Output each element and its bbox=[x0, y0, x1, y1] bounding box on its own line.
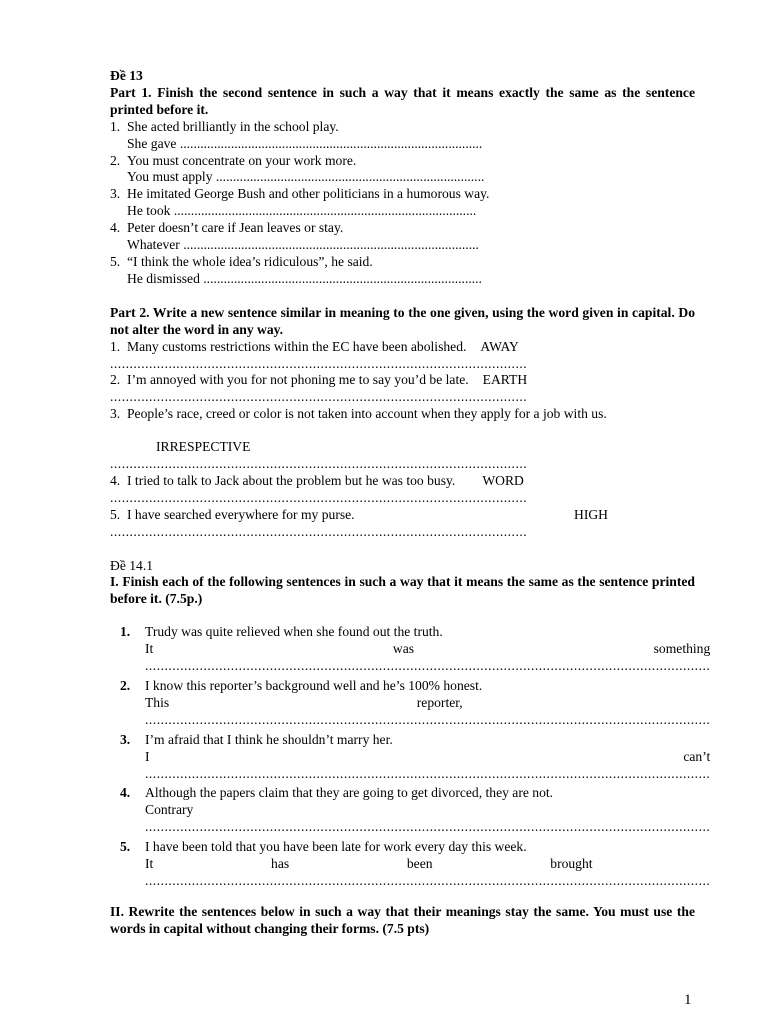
answer-line[interactable]: She gave ......................................................................................... bbox=[127, 135, 483, 151]
cue-line: It was something bbox=[145, 641, 711, 657]
answer-line[interactable]: ................................................................................................................................................. bbox=[145, 658, 711, 674]
item-sentence: People’s race, creed or color is not taken into account when they apply for a job with us. bbox=[127, 406, 607, 422]
list-item bbox=[110, 507, 695, 541]
key-word: HIGH bbox=[574, 506, 608, 522]
part2-heading: Part 2. Write a new sentence similar in meaning to the one given, using the word given in capital. Do not alter the word in any way. bbox=[110, 304, 695, 337]
item-sentence: You must concentrate on your work more. bbox=[127, 152, 357, 168]
section1-list bbox=[110, 624, 711, 890]
item-sentence: I’m annoyed with you for not phoning me to say you’d be late. bbox=[127, 372, 469, 388]
answer-line[interactable]: He dismissed .................................................................................. bbox=[127, 270, 482, 286]
exam-title-13: Đề 13 bbox=[110, 68, 143, 83]
item-sentence: I’m afraid that I think he shouldn’t marry her. bbox=[145, 731, 393, 747]
item-sentence: He imitated George Bush and other politicians in a humorous way. bbox=[127, 186, 490, 202]
cue-line: Contrary bbox=[145, 802, 194, 818]
item-sentence: Trudy was quite relieved when she found out the truth. bbox=[145, 624, 443, 640]
exam-title-14: Đề 14.1 bbox=[110, 557, 154, 573]
item-number: 1. bbox=[110, 338, 121, 354]
page-number: 1 bbox=[684, 992, 692, 1008]
answer-line[interactable]: He took ......................................................................................... bbox=[127, 203, 477, 219]
item-sentence: She acted brilliantly in the school play. bbox=[127, 118, 339, 134]
item-number: 1. bbox=[120, 624, 131, 640]
item-number: 4. bbox=[110, 472, 121, 488]
item-number: 1. bbox=[110, 118, 121, 134]
part1-heading: Part 1. Finish the second sentence in such a way that it means exactly the same as the sentence printed before it. bbox=[110, 84, 695, 117]
list-item bbox=[110, 254, 695, 288]
item-number: 5. bbox=[120, 839, 131, 855]
item-number: 2. bbox=[110, 152, 121, 168]
item-number: 2. bbox=[120, 678, 131, 693]
answer-line[interactable]: ................................................................................................................................................. bbox=[145, 711, 711, 727]
list-item bbox=[110, 406, 695, 473]
answer-line[interactable]: You must apply ............................................................................... bbox=[127, 169, 485, 185]
answer-line[interactable]: ........................................................................................................... bbox=[110, 489, 528, 505]
item-sentence: I have been told that you have been late for work every day this week. bbox=[145, 839, 527, 855]
list-item bbox=[110, 153, 695, 187]
list-item bbox=[110, 678, 711, 729]
item-number: 5. bbox=[110, 506, 121, 522]
key-word: AWAY bbox=[480, 338, 519, 354]
part1-list bbox=[110, 119, 695, 288]
list-item bbox=[110, 731, 711, 783]
answer-line[interactable]: ................................................................................................................................................. bbox=[145, 765, 711, 781]
cue-line: This reporter, bbox=[145, 694, 463, 710]
item-sentence: “I think the whole idea’s ridiculous”, he said. bbox=[127, 253, 373, 269]
answer-line[interactable]: ........................................................................................................... bbox=[110, 456, 528, 472]
item-sentence: Although the papers claim that they are going to get divorced, they are not. bbox=[145, 785, 554, 801]
item-sentence: I have searched everywhere for my purse. bbox=[127, 506, 355, 522]
item-sentence: Peter doesn’t care if Jean leaves or stay. bbox=[127, 220, 344, 236]
part2-list bbox=[110, 339, 695, 541]
list-item bbox=[110, 220, 695, 254]
list-item bbox=[110, 624, 711, 675]
answer-line[interactable]: ........................................................................................................... bbox=[110, 523, 528, 539]
answer-line[interactable]: ........................................................................................................... bbox=[110, 389, 528, 405]
answer-line[interactable]: ........................................................................................................... bbox=[110, 355, 528, 371]
answer-line[interactable]: ................................................................................................................................................. bbox=[145, 819, 711, 835]
section1-heading: I. Finish each of the following sentences in such a way that it means the same as the sentence printed before it. (7.5p.) bbox=[110, 574, 695, 607]
item-number: 3. bbox=[120, 731, 131, 747]
key-word: WORD bbox=[482, 472, 524, 488]
section2-heading: II. Rewrite the sentences below in such a way that their meanings stay the same. You must use the words in capital without changing their forms. (7.5 pts) bbox=[110, 903, 695, 936]
answer-line[interactable]: Whatever ....................................................................................... bbox=[127, 237, 479, 253]
item-number: 3. bbox=[110, 406, 121, 422]
item-sentence: I know this reporter’s background well and he’s 100% honest. bbox=[145, 678, 483, 693]
list-item bbox=[110, 839, 711, 890]
list-item bbox=[110, 473, 695, 507]
list-item bbox=[110, 339, 695, 373]
answer-line[interactable]: ................................................................................................................................................. bbox=[145, 872, 711, 888]
key-word: IRRESPECTIVE bbox=[156, 439, 251, 455]
key-word: EARTH bbox=[482, 372, 528, 388]
list-item bbox=[110, 785, 711, 836]
list-item bbox=[110, 119, 695, 153]
worksheet bbox=[110, 68, 711, 938]
cue-line: I can’t bbox=[145, 748, 711, 764]
item-number: 3. bbox=[110, 186, 121, 202]
item-sentence: Many customs restrictions within the EC have been abolished. bbox=[127, 338, 467, 354]
cue-line: It has been brought bbox=[145, 856, 593, 872]
item-number: 4. bbox=[110, 220, 121, 236]
item-number: 2. bbox=[110, 372, 121, 388]
item-sentence: I tried to talk to Jack about the problem but he was too busy. bbox=[127, 472, 456, 488]
list-item bbox=[110, 186, 695, 220]
list-item bbox=[110, 372, 695, 406]
item-number: 4. bbox=[120, 785, 131, 801]
item-number: 5. bbox=[110, 253, 121, 269]
